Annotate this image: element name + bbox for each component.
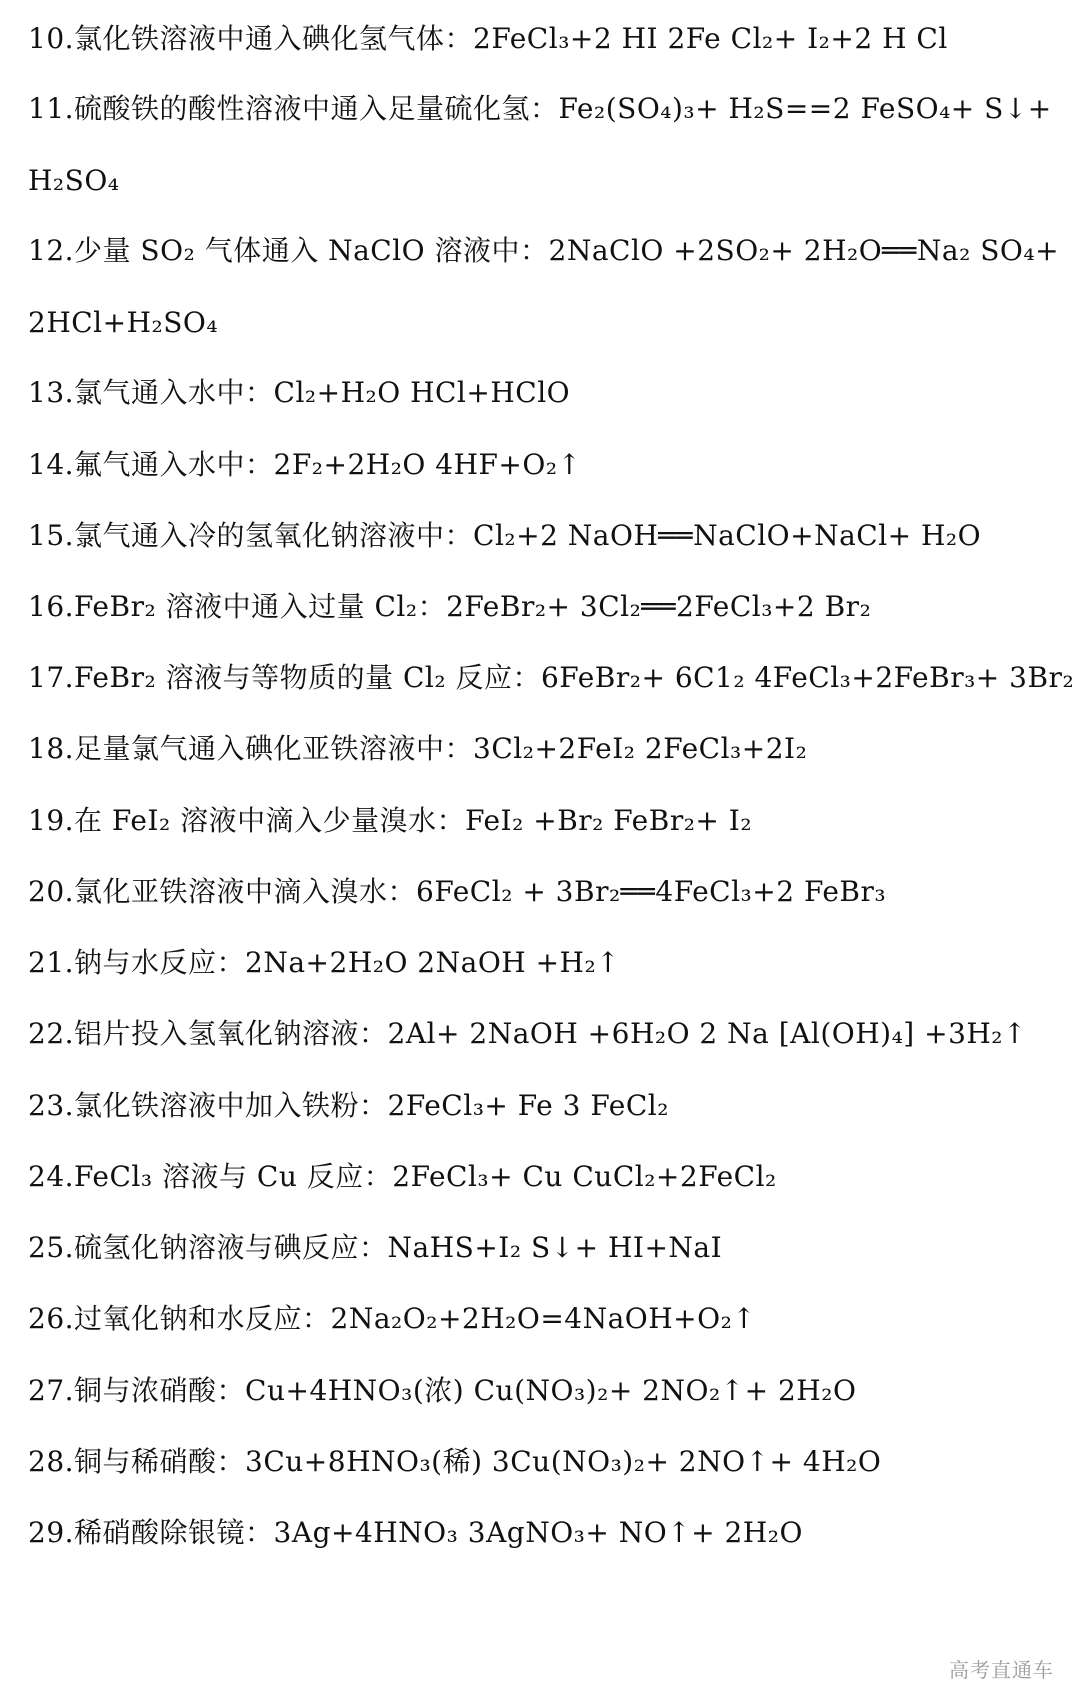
equation-line-14: 14.氟气通入水中：2F₂+2H₂O 4HF+O₂↑: [28, 448, 582, 481]
equation-line-18: 18.足量氯气通入碘化亚铁溶液中：3Cl₂+2FeI₂ 2FeCl₃+2I₂: [28, 732, 808, 765]
equation-line-26: 26.过氧化钠和水反应：2Na₂O₂+2H₂O=4NaOH+O₂↑: [28, 1302, 757, 1335]
equation-line-15: 15.氯气通入冷的氢氧化钠溶液中：Cl₂+2 NaOH══NaClO+NaCl+ H₂O: [28, 519, 982, 552]
equation-line-22: 22.铝片投入氢氧化钠溶液：2Al+ 2NaOH +6H₂O 2 Na [Al(OH)₄] +3H₂↑: [28, 1017, 1027, 1050]
equation-line-16: 16.FeBr₂ 溶液中通入过量 Cl₂：2FeBr₂+ 3Cl₂══2FeCl₃+2 Br₂: [28, 590, 872, 623]
equation-line-28: 28.铜与稀硝酸：3Cu+8HNO₃(稀) 3Cu(NO₃)₂+ 2NO↑+ 4H₂O: [28, 1445, 882, 1478]
equation-line-23: 23.氯化铁溶液中加入铁粉：2FeCl₃+ Fe 3 FeCl₂: [28, 1089, 669, 1122]
equation-line-20: 20.氯化亚铁溶液中滴入溴水：6FeCl₂ + 3Br₂══4FeCl₃+2 FeBr₃: [28, 875, 887, 908]
equation-line-27: 27.铜与浓硝酸：Cu+4HNO₃(浓) Cu(NO₃)₂+ 2NO₂↑+ 2H₂O: [28, 1374, 857, 1407]
equation-line-25: 25.硫氢化钠溶液与碘反应：NaHS+I₂ S↓+ HI+NaI: [28, 1231, 723, 1264]
equation-line-12: 12.少量 SO₂ 气体通入 NaClO 溶液中：2NaClO +2SO₂+ 2H₂O══Na₂ SO₄+: [28, 234, 1060, 267]
equation-line-19: 19.在 FeI₂ 溶液中滴入少量溴水：FeI₂ +Br₂ FeBr₂+ I₂: [28, 804, 753, 837]
equation-line-12-continued: 2HCl+H₂SO₄: [28, 306, 219, 339]
equation-line-10: 10.氯化铁溶液中通入碘化氢气体：2FeCl₃+2 HI 2Fe Cl₂+ I₂+2 H Cl: [28, 22, 948, 55]
equation-line-21: 21.钠与水反应：2Na+2H₂O 2NaOH +H₂↑: [28, 946, 621, 979]
equation-line-29: 29.稀硝酸除银镜：3Ag+4HNO₃ 3AgNO₃+ NO↑+ 2H₂O: [28, 1516, 803, 1549]
equation-line-13: 13.氯气通入水中：Cl₂+H₂O HCl+HClO: [28, 376, 571, 409]
equation-line-11: 11.硫酸铁的酸性溶液中通入足量硫化氢：Fe₂(SO₄)₃+ H₂S==2 FeSO₄+ S↓+: [28, 92, 1052, 125]
equation-line-24: 24.FeCl₃ 溶液与 Cu 反应：2FeCl₃+ Cu CuCl₂+2FeCl₂: [28, 1160, 777, 1193]
equation-line-11-continued: H₂SO₄: [28, 164, 120, 197]
watermark: 高考直通车: [949, 1658, 1054, 1682]
equation-line-17: 17.FeBr₂ 溶液与等物质的量 Cl₂ 反应：6FeBr₂+ 6C1₂ 4FeCl₃+2FeBr₃+ 3Br₂: [28, 661, 1075, 694]
